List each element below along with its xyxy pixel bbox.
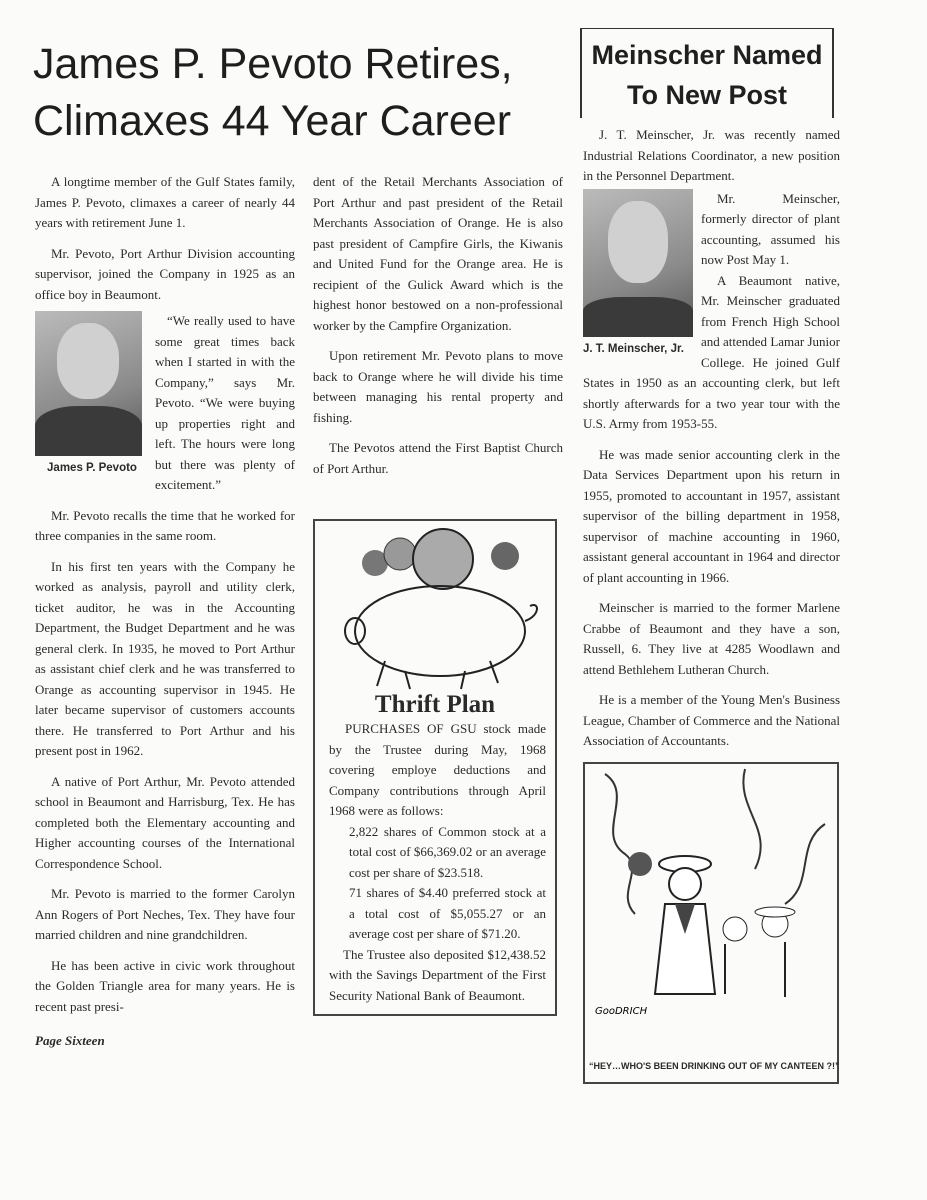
canteen-cartoon bbox=[583, 762, 839, 1084]
thrift-closing: The Trustee also deposited $12,438.52 with the Savings Department of the First Security National Bank of Beaumont. bbox=[329, 946, 546, 1003]
paragraph: He has been active in civic work throughout the Golden Triangle area for many years. He is recent past presi- bbox=[35, 957, 295, 1014]
thrift-plan-title: Thrift Plan bbox=[374, 691, 496, 718]
headline-line-2: Climaxes 44 Year Career bbox=[33, 97, 512, 145]
pevoto-photo-caption: James P. Pevoto bbox=[47, 462, 137, 474]
cartoonist-signature: GooDRICH bbox=[595, 1005, 648, 1017]
thrift-intro: PURCHASES OF GSU stock made by the Trustee during May, 1968 covering employe deductions and Company contributions through April 1968 were as follows: bbox=[329, 721, 546, 818]
paragraph: “We really used to have some great times back when I started in with the Company,” says Mr. Pevoto. “We were buying up properties right and left. The hours were long but there was plenty of excitement.” bbox=[155, 313, 295, 492]
pevoto-column-1 bbox=[35, 172, 295, 1052]
thrift-plan-box bbox=[313, 519, 557, 1016]
pevoto-photo bbox=[35, 311, 142, 456]
piggy-bank-illustration bbox=[315, 521, 555, 691]
paragraph: A Beaumont native, Mr. Meinscher graduated from French High School and attended Lamar Junior College. He joined Gulf States in 1950 as an accounting clerk, but left shortly afterwards for a two year tour with the U.S. Army from 1953-55. bbox=[583, 272, 840, 431]
paragraph: Mr. Meinscher, formerly director of plant accounting, assumed his now Post May 1. bbox=[701, 190, 840, 267]
paragraph: Meinscher is married to the former Marlene Crabbe of Beaumont and they have a son, Russell, 6. They live at 4285 Woodlawn and attend Bethlehem Lutheran Church. bbox=[583, 600, 840, 677]
meinscher-column bbox=[583, 125, 840, 1084]
paragraph: The Pevotos attend the First Baptist Church of Port Arthur. bbox=[313, 440, 563, 476]
headline-line-2: To New Post bbox=[626, 80, 787, 110]
pevoto-photo-block bbox=[35, 311, 149, 476]
paragraph: A native of Port Arthur, Mr. Pevoto attended school in Beaumont and Harrisburg, Tex. He has completed both the Elementary accounting and Higher accounting courses of the International Correspondence School. bbox=[35, 773, 295, 871]
meinscher-photo-block bbox=[583, 189, 701, 357]
paragraph: J. T. Meinscher, Jr. was recently named Industrial Relations Coordinator, a new position in the Personnel Department. bbox=[583, 127, 840, 183]
meinscher-photo-caption: J. T. Meinscher, Jr. bbox=[583, 342, 684, 355]
page-number: Page Sixteen bbox=[35, 1033, 105, 1048]
paragraph: He is a member of the Young Men's Business League, Chamber of Commerce and the National Association of Accountants. bbox=[583, 692, 840, 748]
boy-scouts-illustration bbox=[585, 764, 837, 1054]
meinscher-photo bbox=[583, 189, 693, 337]
headline-line-1: Meinscher Named bbox=[591, 40, 823, 70]
pevoto-headline bbox=[33, 36, 563, 150]
paragraph: In his first ten years with the Company he worked as analysis, payroll and utility clerk, ticket auditor, he was in the Accounting Department, the Budget Department and he was general clerk. In 1935, he moved to Port Arthur as assistant chief clerk and he was transferred to Orange as accounting supervisor in 1945. He later became supervisor of customers accounts there. He transferred to Port Arthur and his present post in 1962. bbox=[35, 558, 295, 758]
paragraph: He was made senior accounting clerk in the Data Services Department upon his return in 1955, promoted to accountant in 1957, assistant supervisor of the billing department in 1958, supervisor of machine accounting in 1960, assistant general accountant in 1964 and director of plant accounting in 1966. bbox=[583, 446, 840, 585]
paragraph: Mr. Pevoto is married to the former Carolyn Ann Rogers of Port Neches, Tex. They have four married children and nine grandchildren. bbox=[35, 886, 295, 942]
headline-line-1: James P. Pevoto Retires, bbox=[33, 40, 513, 88]
meinscher-headline bbox=[580, 28, 834, 118]
paragraph: A longtime member of the Gulf States family, James P. Pevoto, climaxes a career of nearly 44 years with retirement June 1. bbox=[35, 174, 295, 230]
paragraph: Upon retirement Mr. Pevoto plans to move back to Orange where he will divide his time between managing his rental property and fishing. bbox=[313, 348, 563, 425]
paragraph: Mr. Pevoto, Port Arthur Division accounting supervisor, joined the Company in 1925 as an office boy in Beaumont. bbox=[35, 245, 295, 302]
paragraph: dent of the Retail Merchants Association of Port Arthur and past president of the Retail Merchants Association of Orange. He is also past president of Campfire Girls, the Kiwanis and United Fund for the Orange area. He is recipient of the Gulick Award which is the highest honor bestowed on a non-professional worker by the Campfire Organization. bbox=[313, 174, 563, 333]
thrift-preferred-stock: 71 shares of $4.40 preferred stock at a total cost of $5,055.27 or an average cost per share of $71.20. bbox=[349, 885, 546, 941]
cartoon-caption: “HEY…WHO'S BEEN DRINKING OUT OF MY CANTEEN ?!” bbox=[589, 1061, 840, 1071]
thrift-common-stock: 2,822 shares of Common stock at a total cost of $66,369.02 or an average cost per share of $23.518. bbox=[349, 823, 546, 880]
pevoto-column-2 bbox=[313, 172, 563, 1016]
paragraph: Mr. Pevoto recalls the time that he worked for three companies in the same room. bbox=[35, 507, 295, 543]
